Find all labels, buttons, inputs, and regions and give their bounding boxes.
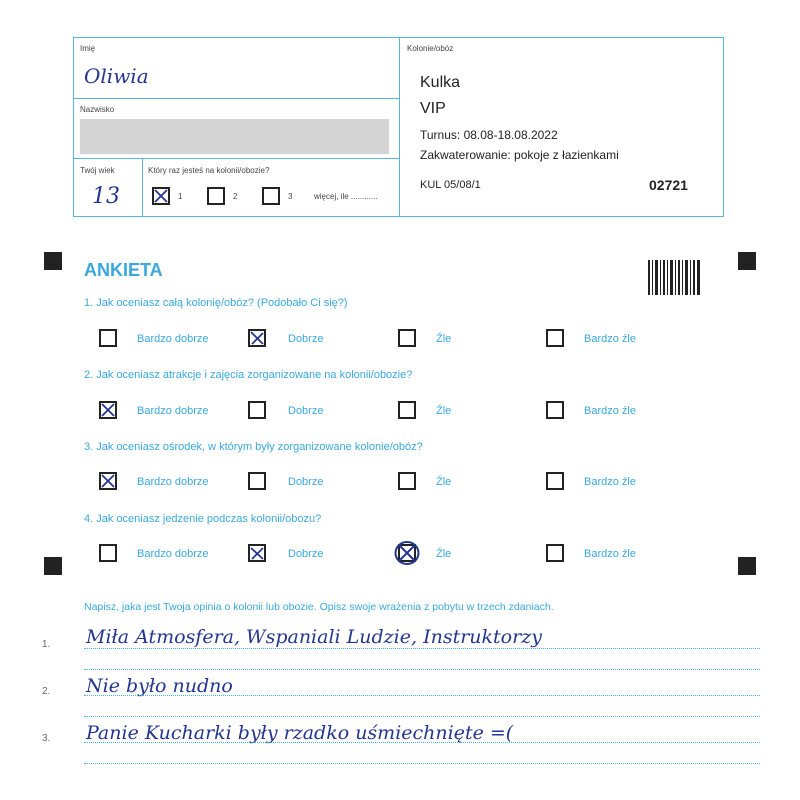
q2-option-label: Źle: [436, 405, 452, 417]
q4-option-bardzo-dobrze[interactable]: [99, 544, 117, 562]
question-2: 2. Jak oceniasz atrakcje i zajęcia zorganizowane na kolonii/obozie?: [84, 369, 413, 381]
question-3: 3. Jak oceniasz ośrodek, w którym były zorganizowane kolonie/obóz?: [84, 441, 423, 453]
q3-option-bardzo-zle[interactable]: [546, 472, 564, 490]
q2-option-bardzo-zle[interactable]: [546, 401, 564, 419]
header-divider-age: [142, 158, 143, 217]
line-number: 2.: [42, 686, 51, 697]
check-mark-icon: [99, 401, 117, 419]
q1-option-dobrze[interactable]: [248, 329, 266, 347]
question-4: 4. Jak oceniasz jedzenie podczas kolonii/obozu?: [84, 513, 322, 525]
q1-option-label: Źle: [436, 333, 452, 345]
q1-option-label: Dobrze: [288, 333, 324, 345]
surname-redacted: [80, 119, 389, 154]
q2-option-zle[interactable]: [398, 401, 416, 419]
opinion-prompt: Napisz, jaka jest Twoja opinia o kolonii lub obozie. Opisz swoje wrażenia z pobytu w trzech zdaniach.: [84, 601, 554, 613]
times-option-2: 2: [233, 192, 238, 201]
dotted-line: [84, 742, 760, 743]
times-option-1: 1: [178, 192, 183, 201]
q2-option-bardzo-dobrze[interactable]: [99, 401, 117, 419]
q3-option-label: Bardzo dobrze: [137, 476, 209, 488]
opinion-line-1[interactable]: Miła Atmosfera, Wspaniali Ludzie, Instruktorzy: [86, 626, 542, 648]
q3-option-bardzo-dobrze[interactable]: [99, 472, 117, 490]
q4-option-dobrze[interactable]: [248, 544, 266, 562]
q4-option-label: Źle: [436, 548, 452, 560]
age-value[interactable]: 13: [92, 184, 120, 209]
accommodation-text: Zakwaterowanie: pokoje z łazienkami: [420, 148, 619, 162]
q4-option-label: Bardzo dobrze: [137, 548, 209, 560]
age-label: Twój wiek: [80, 166, 115, 175]
q1-option-bardzo-dobrze[interactable]: [99, 329, 117, 347]
q4-option-zle[interactable]: [398, 544, 416, 562]
registration-marker: [44, 557, 62, 575]
q1-option-bardzo-zle[interactable]: [546, 329, 564, 347]
q1-option-label: Bardzo dobrze: [137, 333, 209, 345]
times-checkbox-2[interactable]: [207, 187, 225, 205]
times-checkbox-1[interactable]: [152, 187, 170, 205]
dotted-line: [84, 716, 760, 717]
q2-option-label: Bardzo dobrze: [137, 405, 209, 417]
q3-option-zle[interactable]: [398, 472, 416, 490]
name-value[interactable]: Oliwia: [84, 64, 149, 88]
surname-label: Nazwisko: [80, 105, 115, 114]
header-divider-name: [73, 98, 400, 99]
check-mark-icon: [99, 472, 117, 490]
camp-name: Kulka: [420, 74, 461, 91]
check-mark-icon: [248, 329, 266, 347]
header-divider-surname: [73, 158, 400, 159]
q4-option-label: Dobrze: [288, 548, 324, 560]
times-option-3: 3: [288, 192, 293, 201]
dotted-line: [84, 669, 760, 670]
form-number: 02721: [649, 177, 688, 193]
times-checkbox-3[interactable]: [262, 187, 280, 205]
times-more-label: więcej, ile ............: [314, 192, 378, 201]
q3-option-dobrze[interactable]: [248, 472, 266, 490]
header-divider-vertical: [399, 37, 400, 217]
check-mark-icon: [248, 544, 266, 562]
q1-option-label: Bardzo źle: [584, 333, 636, 345]
dotted-line: [84, 648, 760, 649]
line-number: 3.: [42, 733, 51, 744]
circled-check-mark-icon: [394, 540, 420, 566]
q4-option-label: Bardzo źle: [584, 548, 636, 560]
opinion-line-2[interactable]: Nie było nudno: [86, 675, 233, 697]
q4-option-bardzo-zle[interactable]: [546, 544, 564, 562]
camp-label: Kolonie/obóz: [407, 44, 454, 53]
barcode: [648, 260, 700, 295]
q1-option-zle[interactable]: [398, 329, 416, 347]
dotted-line: [84, 695, 760, 696]
name-label: Imię: [80, 44, 96, 53]
registration-marker: [738, 557, 756, 575]
q2-option-label: Bardzo źle: [584, 405, 636, 417]
q2-option-label: Dobrze: [288, 405, 324, 417]
times-label: Który raz jesteś na kolonii/obozie?: [148, 166, 270, 175]
check-mark-icon: [152, 187, 170, 205]
q3-option-label: Dobrze: [288, 476, 324, 488]
turnus-text: Turnus: 08.08-18.08.2022: [420, 128, 558, 142]
q3-option-label: Źle: [436, 476, 452, 488]
question-1: 1. Jak oceniasz całą kolonię/obóz? (Podobało Ci się?): [84, 297, 348, 309]
dotted-line: [84, 763, 760, 764]
camp-code: KUL 05/08/1: [420, 179, 481, 191]
q3-option-label: Bardzo źle: [584, 476, 636, 488]
opinion-line-3[interactable]: Panie Kucharki były rzadko uśmiechnięte =(: [86, 722, 514, 744]
line-number: 1.: [42, 639, 51, 650]
survey-title: ANKIETA: [84, 260, 163, 280]
registration-marker: [44, 252, 62, 270]
registration-marker: [738, 252, 756, 270]
camp-type: VIP: [420, 100, 446, 117]
q2-option-dobrze[interactable]: [248, 401, 266, 419]
